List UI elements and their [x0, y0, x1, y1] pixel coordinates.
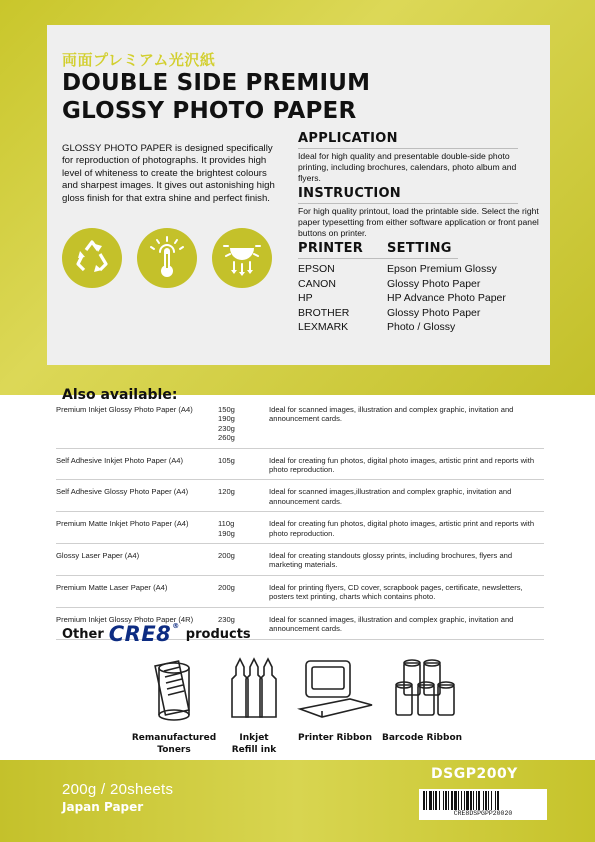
- product-label: [218, 732, 290, 756]
- label-line-1: Inkjet: [239, 733, 269, 743]
- available-product-name: Premium Inkjet Glossy Photo Paper (4R): [56, 614, 194, 624]
- japanese-title: 両面プレミアム光沢紙: [62, 51, 216, 69]
- printer-setting: Epson Premium Glossy: [387, 263, 497, 275]
- product-code: DSGP200Y: [431, 766, 518, 782]
- product-barcode-ribbon: [378, 655, 466, 744]
- recycle-icon: [62, 228, 122, 288]
- available-product-weight: 230g: [218, 614, 235, 624]
- printer-row: [298, 291, 548, 306]
- available-product-weight: 110g 190g: [218, 519, 235, 538]
- printer-row: [298, 277, 548, 292]
- printer-rule: [298, 258, 458, 259]
- available-product-name: Self Adhesive Glossy Photo Paper (A4): [56, 487, 189, 497]
- product-inkjet-refill: [218, 655, 290, 756]
- available-product-name: Self Adhesive Inkjet Photo Paper (A4): [56, 455, 184, 465]
- product-toners: [130, 655, 218, 756]
- available-product-description: Ideal for creating fun photos, digital photo images, artistic print and reports with photo reproduction.: [269, 455, 535, 475]
- label-line-1: Remanufactured: [131, 733, 217, 743]
- available-product-description: Ideal for printing flyers, CD cover, scrapbook pages, certificate, newsletters, posters text printing, charts which contains photo.: [269, 582, 523, 602]
- application-text: Ideal for high quality and presentable double-side photo printing, including brochures, calendars, photo album and flyers.: [298, 151, 517, 183]
- instruction-text: For high quality printout, load the printable side. Select the right paper typesetting from either software application or front panel buttons on printer.: [298, 206, 539, 238]
- printer-row: [298, 320, 548, 335]
- other-suffix: products: [185, 626, 251, 642]
- product-title: [62, 69, 370, 125]
- label-line-1: Barcode Ribbon: [381, 733, 463, 743]
- other-products-heading: [62, 622, 251, 646]
- instruction-heading: INSTRUCTION: [298, 186, 401, 201]
- printer-setting: Glossy Photo Paper: [387, 277, 481, 290]
- ink-bottles-icon: [218, 655, 290, 723]
- available-product-weight: 200g: [218, 582, 235, 592]
- also-available-list: [56, 403, 544, 645]
- registered-mark: ®: [172, 622, 180, 630]
- brand-name: CRE8: [108, 622, 172, 646]
- paper-origin: Japan Paper: [62, 800, 144, 814]
- printer-name: BROTHER: [298, 306, 350, 319]
- product-printer-ribbon: [292, 655, 378, 744]
- printer-name: EPSON: [298, 263, 335, 275]
- available-product-description: Ideal for creating fun photos, digital photo images, artistic print and reports with photo reproduction.: [269, 519, 535, 538]
- title-line-2: GLOSSY PHOTO PAPER: [62, 98, 357, 124]
- also-available-heading: Also available:: [62, 387, 178, 403]
- available-product-row: [56, 517, 544, 544]
- available-product-description: Ideal for scanned images, illustration and complex graphic, invitation and announcement cards.: [269, 405, 514, 424]
- printer-row: [298, 262, 548, 277]
- setting-column-heading: SETTING: [387, 241, 452, 256]
- printer-name: HP: [298, 292, 313, 305]
- available-product-row: [56, 549, 544, 576]
- available-product-weight: 105g: [218, 455, 235, 465]
- thermometer-sun-icon: [137, 228, 197, 288]
- available-product-weight: 120g: [218, 487, 235, 497]
- application-rule: [298, 148, 518, 149]
- available-product-name: Glossy Laser Paper (A4): [56, 551, 140, 561]
- product-label: [378, 732, 466, 744]
- available-product-name: Premium Matte Laser Paper (A4): [56, 582, 168, 592]
- title-line-1: DOUBLE SIDE PREMIUM: [62, 70, 371, 96]
- available-product-row: [56, 485, 544, 512]
- available-product-row: [56, 454, 544, 481]
- printer-settings-table: [298, 262, 548, 335]
- feature-icons: [62, 228, 272, 290]
- available-product-name: Premium Inkjet Glossy Photo Paper (A4): [56, 405, 193, 414]
- label-line-2: Refill ink: [231, 745, 277, 755]
- application-heading: APPLICATION: [298, 131, 398, 146]
- available-product-description: Ideal for creating standouts glossy prints, including brochures, flyers and marketing materials.: [269, 551, 513, 570]
- available-product-row: [56, 581, 544, 608]
- available-product-weight: 150g 190g 230g 260g: [218, 405, 235, 443]
- label-line-2: Toners: [157, 745, 191, 755]
- product-label: [292, 732, 378, 744]
- printer-column-heading: PRINTER: [298, 241, 364, 256]
- printer-setting: Glossy Photo Paper: [387, 306, 481, 319]
- weight-sheets: 200g / 20sheets: [62, 781, 174, 798]
- barcode-ribbon-rolls-icon: [378, 655, 466, 723]
- intro-paragraph: GLOSSY PHOTO PAPER is designed specifically for reproduction of photographs. It provides high level of whiteness to create the brightest colours and sharpest images. It gives out astonishing high gloss finish for that extra shine and perfect finish.: [62, 143, 275, 204]
- barcode-bars: [423, 791, 543, 810]
- instruction-rule: [298, 203, 518, 204]
- barcode-number: CRE8DSPGPP20020: [453, 810, 513, 817]
- printer-setting: HP Advance Photo Paper: [387, 292, 506, 305]
- available-product-description: Ideal for scanned images, illustration and complex graphic, invitation and announcement cards.: [269, 614, 514, 634]
- other-prefix: Other: [62, 626, 104, 642]
- label-line-1: Printer Ribbon: [298, 733, 372, 743]
- product-label: [130, 732, 218, 756]
- barcode: [419, 789, 547, 820]
- available-product-row: [56, 403, 544, 449]
- printer-setting: Photo / Glossy: [387, 321, 456, 334]
- sun-rays-icon: [212, 228, 272, 288]
- printer-row: [298, 306, 548, 321]
- brand-logo: [109, 622, 180, 646]
- ribbon-cartridge-icon: [292, 655, 378, 723]
- available-product-weight: 200g: [218, 551, 235, 561]
- printer-name: LEXMARK: [298, 321, 349, 334]
- toner-icon: [130, 655, 218, 723]
- available-product-description: Ideal for scanned images,illustration and complex graphic, invitation and announcement cards.: [269, 487, 512, 506]
- printer-name: CANON: [298, 277, 336, 290]
- available-product-name: Premium Matte Inkjet Photo Paper (A4): [56, 519, 189, 529]
